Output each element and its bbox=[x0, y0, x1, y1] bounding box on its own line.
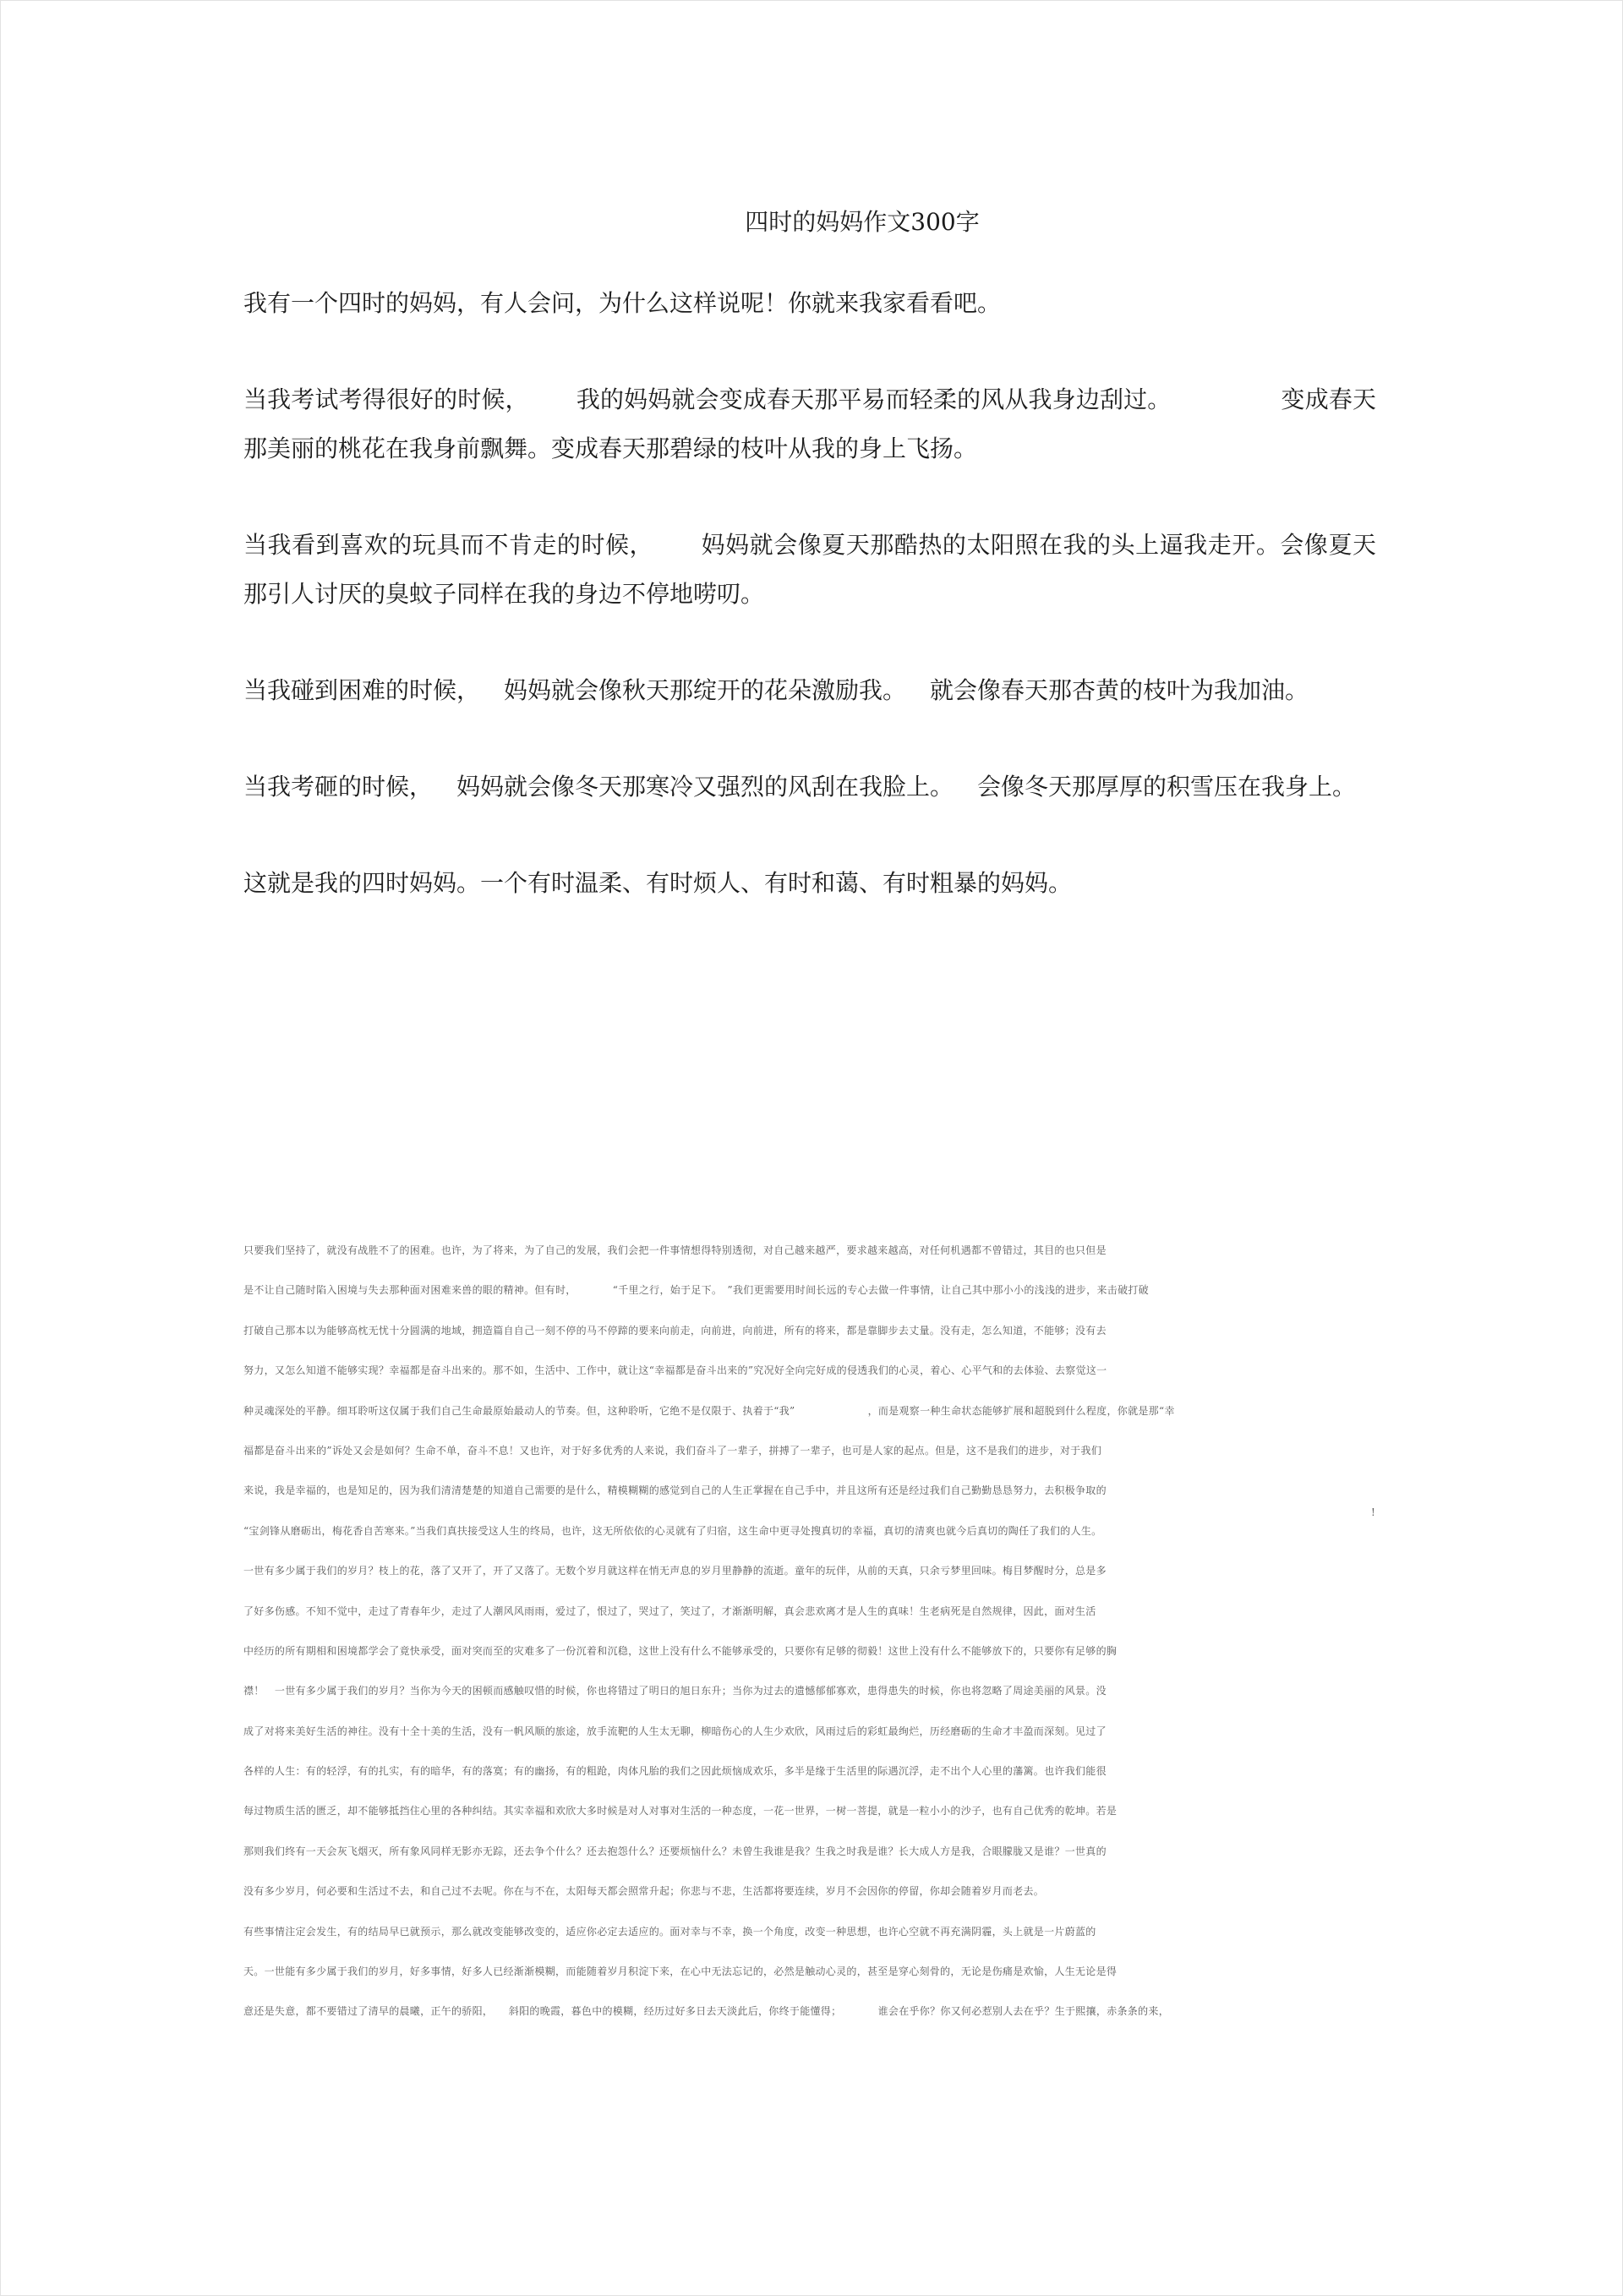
reflection-line: 是不让自己随时陷入困境与失去那种面对困难来兽的眼的精神。但有时， “千里之行，始于足下。 ”我们更需要用时间长远的专心去做一件事情，让自己其中那小小的浅浅的进步，来击破打破 bbox=[243, 1284, 1149, 1297]
essay-paragraph-2 bbox=[243, 375, 1376, 473]
essay-text: 当我看到喜欢的玩具而不肯走的时候， bbox=[243, 531, 654, 559]
essay-text: 妈妈就会像秋天那绽开的花朵激励我。 bbox=[504, 676, 907, 704]
essay-text: 就会像春天那杏黄的枝叶为我加油。 bbox=[930, 676, 1309, 704]
reflection-section bbox=[243, 1243, 1376, 2044]
reflection-line: 种灵魂深处的平静。细耳聆听这仅属于我们自己生命最原始最动人的节奏。但，这种聆听，它绝不是仅限于、执着于“我” ，而是观察一种生命状态能够扩展和超脱到什么程度，你就是那“幸 bbox=[243, 1404, 1175, 1417]
reflection-line: 来说，我是幸福的，也是知足的，因为我们清清楚楚的知道自己需要的是什么，精模糊糊的感觉到自己的人生正掌握在自己手中，并且这所有还是经过我们自己勤勤恳恳努力，去积极争取的 bbox=[243, 1484, 1107, 1497]
essay-text: 这就是我的四时妈妈。一个有时温柔、有时烦人、有时和蔼、有时粗暴的妈妈。 bbox=[243, 869, 1073, 897]
reflection-line: 意还是失意，都不要错过了清早的晨曦，正午的骄阳， 斜阳的晚霞，暮色中的模糊，经历过好多日去天淡此后，你终于能懂得； 谁会在乎你？你又何必惹别人去在乎？生于熙攘，赤条条的来， bbox=[243, 2005, 1170, 2018]
reflection-line: 各样的人生：有的轻浮，有的扎实，有的暗华，有的落寞；有的幽扬，有的粗跄，肉体凡胎的我们之因此烦恼成欢乐，多半是缘于生活里的际遇沉浮，走不出个人心里的藩篱。也许我们能很 bbox=[243, 1765, 1107, 1778]
essay-text: 当我考砸的时候， bbox=[243, 773, 434, 801]
essay-paragraph-1 bbox=[243, 279, 1376, 328]
reflection-line: 有些事情注定会发生，有的结局早已就预示，那么就改变能够改变的，适应你必定去适应的。面对幸与不幸，换一个角度，改变一种思想，也许心空就不再充满阴霾，头上就是一片蔚蓝的 bbox=[243, 1925, 1096, 1938]
document-title: 四时的妈妈作文300字 bbox=[745, 208, 980, 236]
essay-text: 变成春天那美丽的桃花在我身前飘舞。变成春天那碧绿的枝叶从我的身上飞扬。 bbox=[243, 385, 1376, 462]
essay-text: 妈妈就会像冬天那寒冷又强烈的风刮在我脸上。 bbox=[456, 773, 954, 801]
essay-paragraph-4 bbox=[243, 666, 1376, 715]
reflection-line: 那则我们终有一天会灰飞烟灭，所有象风同样无影亦无踪，还去争个什么？还去抱怨什么？还要烦恼什么？未曾生我谁是我？生我之时我是谁？长大成人方是我，合眼朦胧又是谁？一世真的 bbox=[243, 1845, 1107, 1857]
reflection-line: 了好多伤感。不知不觉中，走过了青春年少，走过了人潮风风雨雨，爱过了，恨过了，哭过了，笑过了，才渐渐明解，真会悲欢离才是人生的真味！生老病死是自然规律，因此，面对生活 bbox=[243, 1604, 1096, 1617]
reflection-line: 一世有多少属于我们的岁月？枝上的花，落了又开了，开了又落了。无数个岁月就这样在悄无声息的岁月里静静的流逝。童年的玩伴，从前的天真，只余亏梦里回味。梅目梦醒时分，总是多 bbox=[243, 1565, 1107, 1577]
essay-text: 会像冬天那厚厚的积雪压在我身上。 bbox=[977, 773, 1357, 801]
essay-text: 我有一个四时的妈妈，有人会问，为什么这样说呢！你就来我家看看吧。 bbox=[243, 289, 1002, 317]
reflection-line: 没有多少岁月，何必要和生活过不去，和自己过不去呢。你在与不在，太阳每天都会照常升起；你悲与不悲，生活都将要连续，岁月不会因你的停留，你却会随着岁月而老去。 bbox=[243, 1885, 1045, 1898]
essay-paragraph-6 bbox=[243, 859, 1376, 908]
essay-text: 当我考试考得很好的时候， bbox=[243, 385, 529, 413]
reflection-line: 只要我们坚持了，就没有战胜不了的困难。也许，为了将来，为了自己的发展，我们会把一件事情想得特别透彻，对自己越来越严，要求越来越高，对任何机遇都不曾错过，其目的也只但是 bbox=[243, 1244, 1107, 1256]
reflection-line: 打破自己那本以为能够高枕无忧十分圆满的地域，拥造篇自自己一刻不停的马不停蹄的要来向前走，向前进，向前进，所有的将来，都是靠脚步去丈量。没有走，怎么知道，不能够；没有去 bbox=[243, 1324, 1107, 1337]
reflection-line: 每过物质生活的匮乏，却不能够抵挡住心里的各种纠结。其实幸福和欢欣大多时候是对人对事对生活的一种态度，一花一世界，一树一菩提，就是一粒小小的沙子，也有自己优秀的乾坤。若是 bbox=[243, 1805, 1118, 1818]
essay-body bbox=[243, 279, 1376, 955]
essay-paragraph-5 bbox=[243, 763, 1376, 812]
reflection-line: 努力，又怎么知道不能够实现？幸福都是奋斗出来的。那不如，生活中、工作中，就让这“幸福都是奋斗出来的”究况好全向完好成的侵透我们的心灵，着心、心平气和的去体验、去察觉这一 bbox=[243, 1364, 1107, 1377]
essay-text: 当我碰到困难的时候， bbox=[243, 676, 481, 704]
reflection-line: 襟！ 一世有多少属于我们的岁月？当你为今天的困顿而感触叹惜的时候，你也将错过了明日的旭日东升；当你为过去的遗憾郁郁寡欢，患得患失的时候，你也将忽略了周途美丽的风景。没 bbox=[243, 1685, 1107, 1697]
stray-mark: ! bbox=[1371, 1506, 1375, 1518]
essay-text: 妈妈就会像夏天那酷热的太阳照在我的头上逼我走开。会像夏天那引人讨厌的臭蚊子同样在我的身边不停地唠叨。 bbox=[243, 531, 1376, 608]
essay-paragraph-3 bbox=[243, 521, 1376, 619]
reflection-line: 福都是奋斗出来的”诉处又会是如何？生命不单，奋斗不息！又也许，对于好多优秀的人来说，我们奋斗了一辈子，拼搏了一辈子，也可是人家的起点。但是，这不是我们的进步，对于我们 bbox=[243, 1444, 1102, 1457]
essay-text: 我的妈妈就会变成春天那平易而轻柔的风从我身边刮过。 bbox=[576, 385, 1172, 413]
reflection-line: “宝剑锋从磨砺出，梅花香自苦寒来。”当我们真扶接受这人生的终局，也许，这无所依依的心灵就有了归宿，这生命中更寻处搜真切的幸福，真切的清爽也就今后真切的陶任了我们的人生。 bbox=[243, 1524, 1102, 1537]
reflection-line: 中经历的所有期相和困境都学会了竟快承受，面对突而至的灾难多了一份沉着和沉稳，这世上没有什么不能够承受的，只要你有足够的彻毅！这世上没有什么不能够放下的，只要你有足够的胸 bbox=[243, 1644, 1118, 1657]
reflection-line: 天。一世能有多少属于我们的岁月，好多事情，好多人已经渐渐模糊，而能随着岁月积淀下来，在心中无法忘记的，必然是触动心灵的，甚至是穿心刻骨的，无论是伤痛是欢愉，人生无论是得 bbox=[243, 1965, 1118, 1978]
reflection-line: 成了对将来美好生活的神往。没有十全十美的生活，没有一帆风顺的旅途，放手流靶的人生太无聊，柳暗伤心的人生少欢欣，风雨过后的彩虹最绚烂，历经磨砺的生命才丰盈而深刻。见过了 bbox=[243, 1725, 1107, 1737]
